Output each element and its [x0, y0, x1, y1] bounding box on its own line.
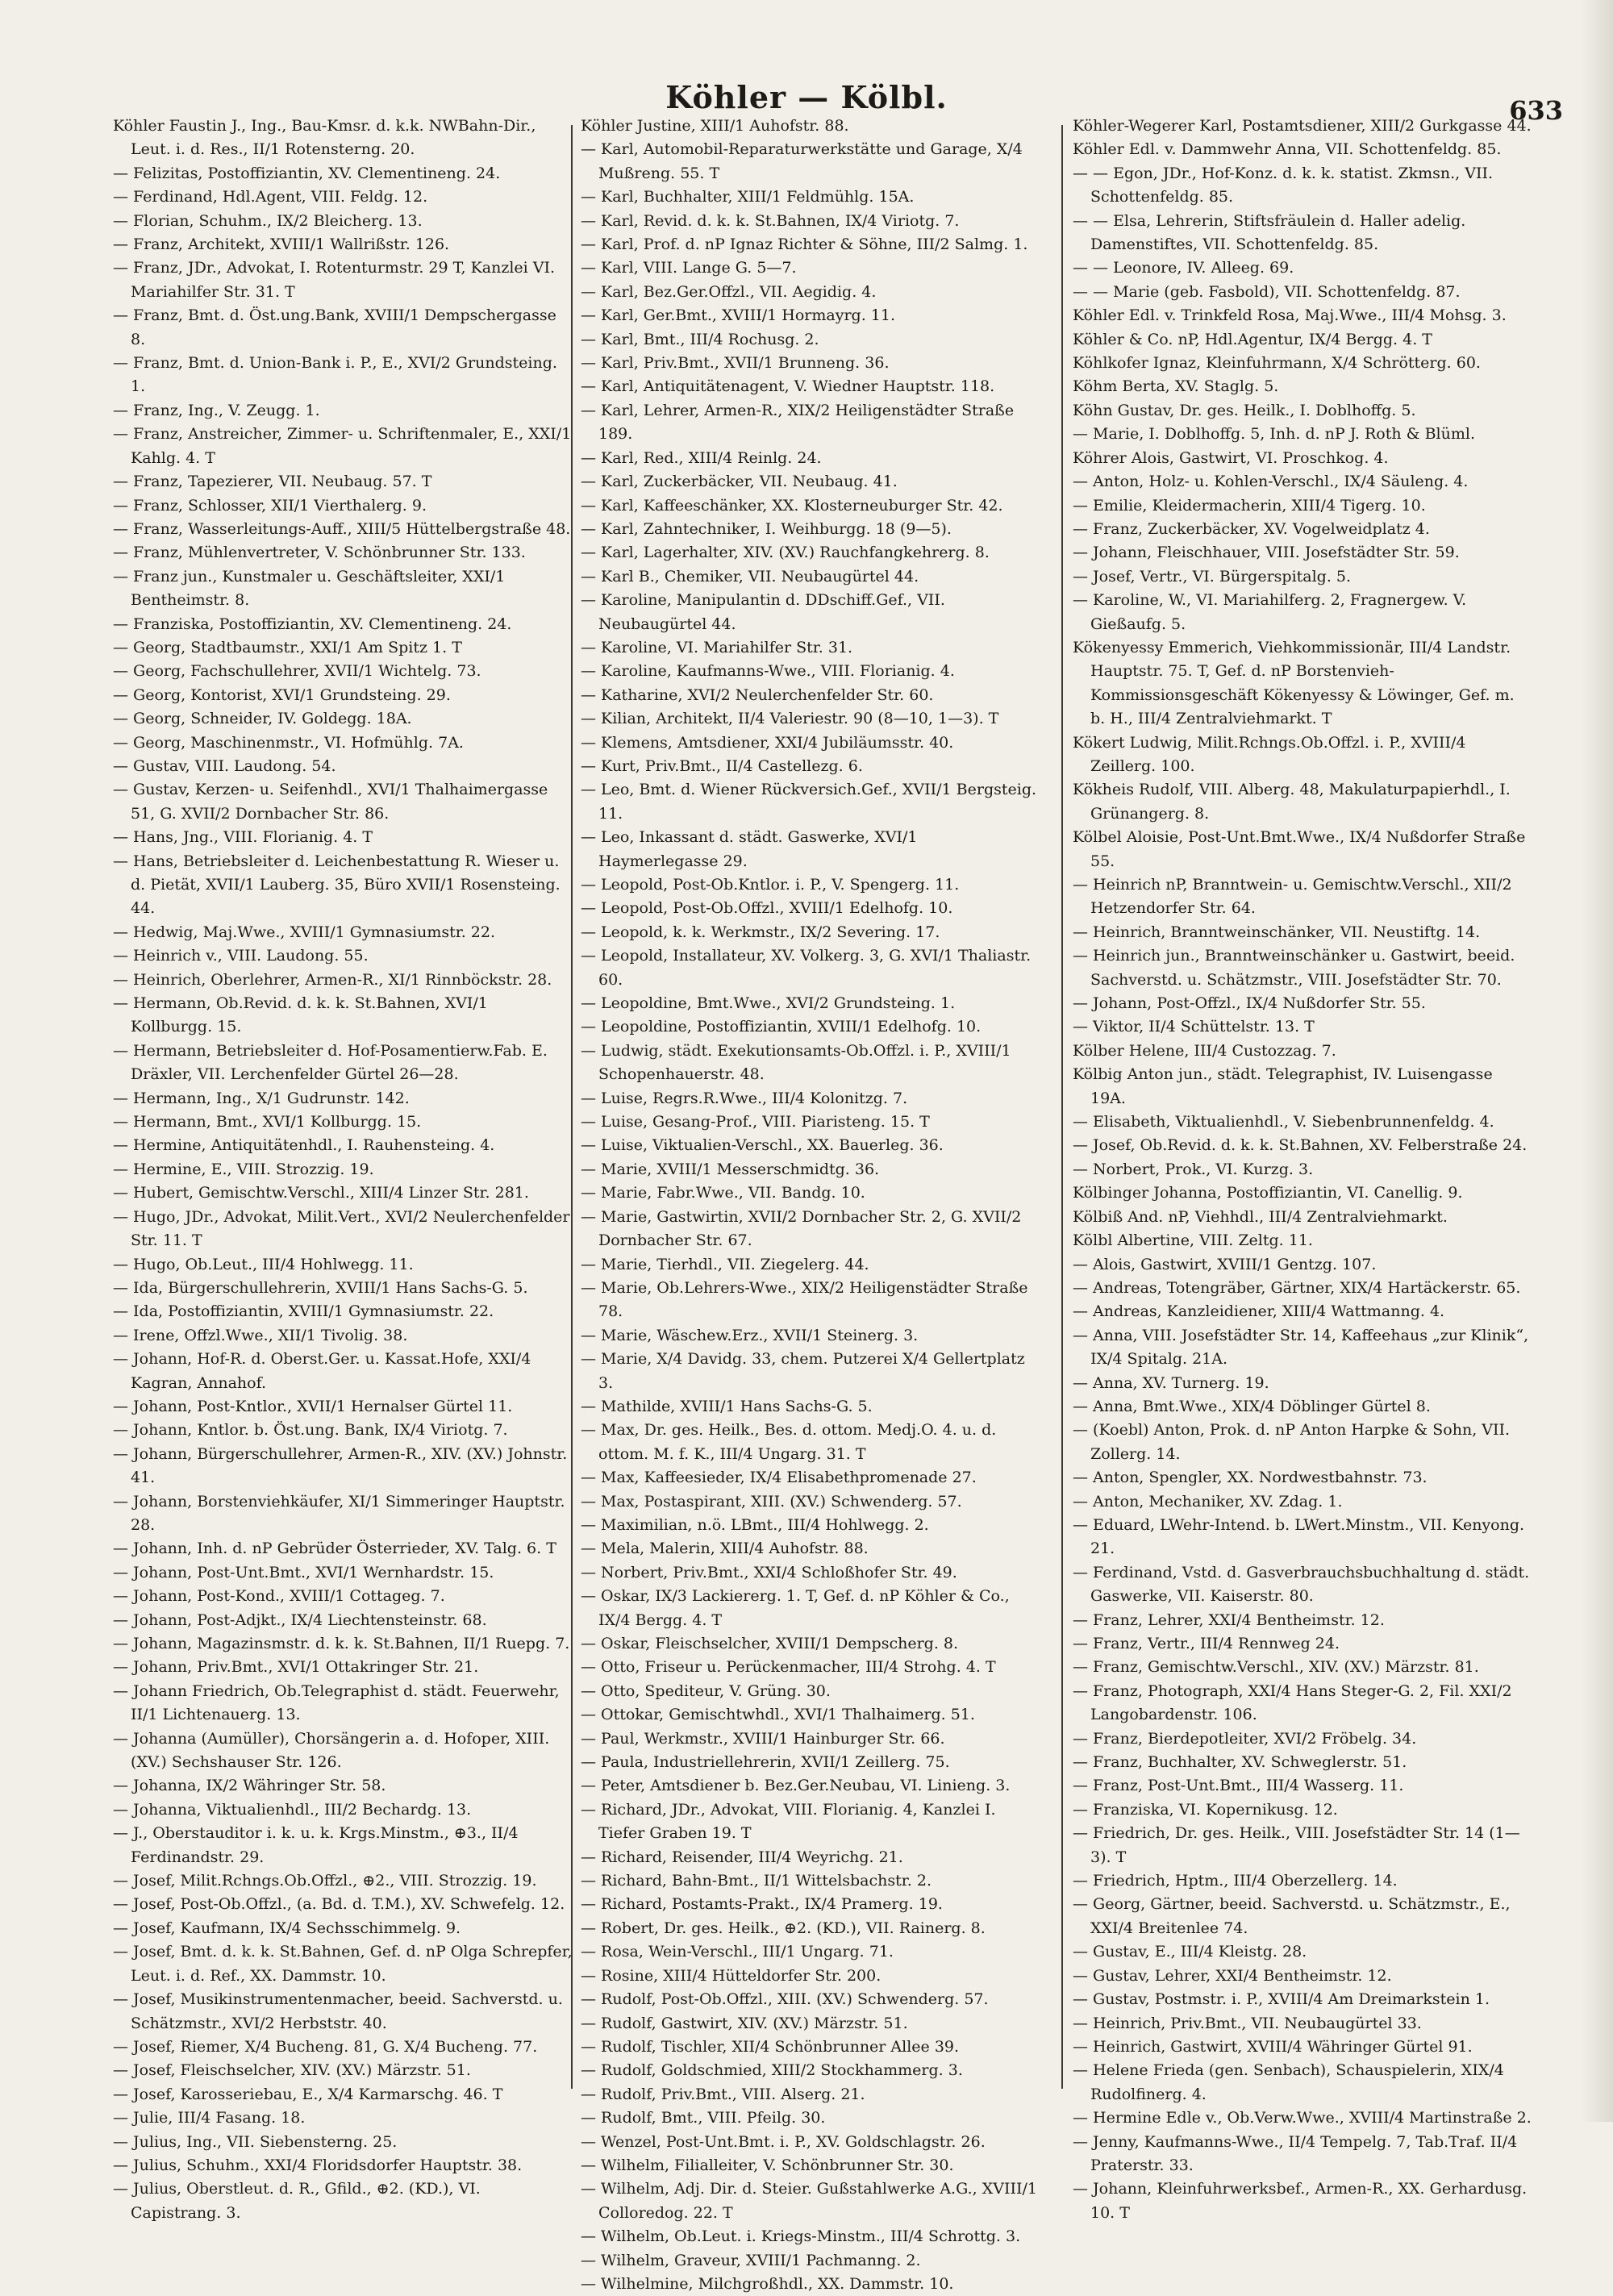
- directory-entry: — Johann, Hof-R. d. Oberst.Ger. u. Kassat.Hofe, XXI/4 Kagran, Annahof.: [113, 1350, 531, 1392]
- directory-entry: Köhler Justine, XIII/1 Auhofstr. 88.: [581, 117, 849, 135]
- directory-entry: — Richard, Reisender, III/4 Weyrichg. 21.: [581, 1848, 903, 1866]
- directory-entry: — Josef, Ob.Revid. d. k. k. St.Bahnen, XV. Felberstraße 24.: [1073, 1136, 1528, 1155]
- directory-entry: — Georg, Maschinenmstr., VI. Hofmühlg. 7A.: [113, 733, 464, 752]
- directory-entry: — Marie, Fabr.Wwe., VII. Bandg. 10.: [581, 1184, 865, 1202]
- directory-entry: — Leopold, Post-Ob.Offzl., XVIII/1 Edelhofg. 10.: [581, 899, 953, 918]
- directory-entry: — Georg, Stadtbaumstr., XXI/1 Am Spitz 1. T: [113, 638, 462, 656]
- directory-entry: — Julie, III/4 Fasang. 18.: [113, 2109, 306, 2127]
- directory-entry: — (Koebl) Anton, Prok. d. nP Anton Harpke & Sohn, VII. Zollerg. 14.: [1073, 1421, 1511, 1463]
- directory-entry: — Wilhelm, Adj. Dir. d. Steier. Gußstahlwerke A.G., XVIII/1 Colloredog. 22. T: [581, 2180, 1037, 2222]
- directory-entry: — Karl, Zahntechniker, I. Weihburgg. 18 (9—5).: [581, 519, 952, 538]
- directory-entry: — Otto, Friseur u. Perückenmacher, III/4 Strohg. 4. T: [581, 1658, 996, 1677]
- directory-entry: — Karl, Automobil-Reparaturwerkstätte und Garage, X/4 Mußreng. 55. T: [581, 140, 1023, 182]
- directory-entry: — Leopold, k. k. Werkmstr., IX/2 Severing. 17.: [581, 923, 940, 941]
- directory-entry: — Franz, Schlosser, XII/1 Vierthalerg. 9.: [113, 496, 427, 515]
- directory-entry: — Marie, Gastwirtin, XVII/2 Dornbacher Str. 2, G. XVII/2 Dornbacher Str. 67.: [581, 1207, 1022, 1250]
- directory-entry: Köhler Faustin J., Ing., Bau-Kmsr. d. k.k. NWBahn-Dir., Leut. i. d. Res., II/1 Rotensterng. 20.: [113, 117, 536, 159]
- directory-entry: — Franz, JDr., Advokat, I. Rotenturmstr. 29 T, Kanzlei VI. Mariahilfer Str. 31. T: [113, 259, 556, 301]
- directory-entry: — Oskar, Fleischselcher, XVIII/1 Dempscherg. 8.: [581, 1635, 959, 1652]
- directory-entry: — Marie, Ob.Lehrers-Wwe., XIX/2 Heiligenstädter Straße 78.: [581, 1278, 1028, 1321]
- directory-entry: — Johanna, Viktualienhdl., III/2 Bechardg. 13.: [113, 1800, 472, 1819]
- directory-entry: Kölbig Anton jun., städt. Telegraphist, IV. Luisengasse 19A.: [1073, 1065, 1493, 1107]
- directory-entry: — Anna, XV. Turnerg. 19.: [1073, 1373, 1269, 1392]
- directory-entry: Köhm Berta, XV. Staglg. 5.: [1073, 377, 1279, 396]
- directory-entry: — Felizitas, Postoffiziantin, XV. Clementineng. 24.: [113, 164, 501, 182]
- directory-entry: — Johann, Post-Offzl., IX/4 Nußdorfer Str. 55.: [1073, 994, 1426, 1013]
- directory-entry: — Johann Friedrich, Ob.Telegraphist d. städt. Feuerwehr, II/1 Lichtenauerg. 13.: [113, 1681, 560, 1724]
- directory-entry: — Mathilde, XVIII/1 Hans Sachs-G. 5.: [581, 1397, 873, 1415]
- directory-entry: — Hermann, Ob.Revid. d. k. k. St.Bahnen, XVI/1 Kollburgg. 15.: [113, 994, 488, 1036]
- directory-entry: — Rudolf, Bmt., VIII. Pfeilg. 30.: [581, 2109, 826, 2127]
- directory-entry: — Wilhelmine, Milchgroßhdl., XX. Dammstr. 10.: [581, 2274, 954, 2293]
- directory-entry: — Hans, Betriebsleiter d. Leichenbestattung R. Wieser u. d. Pietät, XVII/1 Lauberg. 35, Büro XVII/1 Rosensteing. 44.: [113, 852, 561, 918]
- directory-entry: — Julius, Oberstleut. d. R., Gfild., ⊕2. (KD.), VI. Capistrang. 3.: [113, 2180, 481, 2222]
- directory-entry: — Johann, Borstenviehkäufer, XI/1 Simmeringer Hauptstr. 28.: [113, 1492, 565, 1534]
- directory-entry: — Kurt, Priv.Bmt., II/4 Castellezg. 6.: [581, 756, 863, 775]
- directory-entry: — Heinrich v., VIII. Laudong. 55.: [113, 947, 369, 965]
- directory-entry: — Helene Frieda (gen. Senbach), Schauspielerin, XIX/4 Rudolfinerg. 4.: [1073, 2061, 1504, 2103]
- directory-entry: — Max, Dr. ges. Heilk., Bes. d. ottom. Medj.O. 4. u. d. ottom. M. f. K., III/4 Ungarg. 31. T: [581, 1421, 997, 1463]
- directory-entry: — Katharine, XVI/2 Neulerchenfelder Str. 60.: [581, 685, 934, 704]
- directory-entry: — Ida, Bürgerschullehrerin, XVIII/1 Hans Sachs-G. 5.: [113, 1278, 528, 1297]
- directory-entry: — Maximilian, n.ö. LBmt., III/4 Hohlwegg. 2.: [581, 1515, 929, 1534]
- directory-entry: — Karl, Buchhalter, XIII/1 Feldmühlg. 15A.: [581, 188, 915, 206]
- directory-entry: — Georg, Schneider, IV. Goldegg. 18A.: [113, 710, 412, 728]
- directory-entry: — Josef, Post-Ob.Offzl., (a. Bd. d. T.M.), XV. Schwefelg. 12.: [113, 1895, 565, 1914]
- directory-entry: — Klemens, Amtsdiener, XXI/4 Jubiläumsstr. 40.: [581, 733, 954, 752]
- directory-entry: — Karl, Zuckerbäcker, VII. Neubaug. 41.: [581, 473, 898, 491]
- directory-entry: — Karl, Lehrer, Armen-R., XIX/2 Heiligenstädter Straße 189.: [581, 401, 1015, 444]
- directory-entry: — Marie, X/4 Davidg. 33, chem. Putzerei X/4 Gellertplatz 3.: [581, 1350, 1025, 1392]
- directory-entry: — Franz, Wasserleitungs-Auff., XIII/5 Hüttelbergstraße 48.: [113, 519, 571, 538]
- directory-entry: — Josef, Karosseriebau, E., X/4 Karmarschg. 46. T: [113, 2085, 503, 2103]
- directory-entry: — Wilhelm, Ob.Leut. i. Kriegs-Minstm., III/4 Schrottg. 3.: [581, 2227, 1021, 2246]
- directory-entry: — Luise, Regrs.R.Wwe., III/4 Kolonitzg. 7.: [581, 1089, 908, 1107]
- column-3: [1073, 115, 1532, 2222]
- directory-entry: — Johann, Priv.Bmt., XVI/1 Ottakringer Str. 21.: [113, 1658, 479, 1677]
- directory-entry: — Karl, Bez.Ger.Offzl., VII. Aegidig. 4.: [581, 282, 877, 301]
- directory-entry: — Franz, Vertr., III/4 Rennweg 24.: [1073, 1635, 1340, 1652]
- directory-entry: — Rudolf, Gastwirt, XIV. (XV.) Märzstr. 51.: [581, 2014, 908, 2032]
- directory-entry: — Karl B., Chemiker, VII. Neubaugürtel 44.: [581, 567, 919, 585]
- directory-entry: — Karl, Red., XIII/4 Reinlg. 24.: [581, 448, 822, 467]
- directory-entry: Köhler & Co. nP, Hdl.Agentur, IX/4 Bergg. 4. T: [1073, 330, 1432, 348]
- directory-entry: — Leopold, Installateur, XV. Volkerg. 3, G. XVI/1 Thaliastr. 60.: [581, 947, 1032, 989]
- directory-entry: — Otto, Spediteur, V. Grüng. 30.: [581, 1681, 831, 1700]
- directory-entry: — Franz, Ing., V. Zeugg. 1.: [113, 401, 320, 419]
- directory-entry: — Josef, Fleischselcher, XIV. (XV.) Märzstr. 51.: [113, 2061, 471, 2080]
- directory-entry: — Heinrich, Oberlehrer, Armen-R., XI/1 Rinnböckstr. 28.: [113, 970, 552, 989]
- directory-entry: — — Leonore, IV. Alleeg. 69.: [1073, 259, 1294, 277]
- directory-entry: — Gustav, Lehrer, XXI/4 Bentheimstr. 12.: [1073, 1966, 1392, 1985]
- directory-entry: — Franz, Anstreicher, Zimmer- u. Schriftenmaler, E., XXI/1 Kahlg. 4. T: [113, 425, 572, 467]
- directory-entry: — Karl, Prof. d. nP Ignaz Richter & Söhne, III/2 Salmg. 1.: [581, 235, 1028, 254]
- directory-entry: — Johann, Post-Adjkt., IX/4 Liechtensteinstr. 68.: [113, 1611, 487, 1629]
- directory-entry: — Franz, Mühlenvertreter, V. Schönbrunner Str. 133.: [113, 544, 526, 562]
- directory-entry: — Josef, Bmt. d. k. k. St.Bahnen, Gef. d. nP Olga Schrepfer, Leut. i. d. Ref., XX. Dammstr. 10.: [113, 1943, 573, 1985]
- directory-entry: — Gustav, E., III/4 Kleistg. 28.: [1073, 1943, 1307, 1961]
- directory-entry: — Rosa, Wein-Verschl., III/1 Ungarg. 71.: [581, 1943, 894, 1961]
- directory-entry: Köhler-Wegerer Karl, Postamtsdiener, XIII/2 Gurkgasse 44.: [1073, 117, 1532, 135]
- directory-entry: — Johann, Post-Unt.Bmt., XVI/1 Wernhardstr. 15.: [113, 1563, 494, 1581]
- directory-entry: — Johann, Bürgerschullehrer, Armen-R., XIV. (XV.) Johnstr. 41.: [113, 1444, 568, 1487]
- directory-entry: — Irene, Offzl.Wwe., XII/1 Tivolig. 38.: [113, 1326, 408, 1344]
- directory-entry: — Franz, Bierdepotleiter, XVI/2 Fröbelg. 34.: [1073, 1729, 1417, 1748]
- directory-entry: — Leopold, Post-Ob.Kntlor. i. P., V. Spengerg. 11.: [581, 876, 960, 894]
- directory-entry: — Karl, Lagerhalter, XIV. (XV.) Rauchfangkehrerg. 8.: [581, 544, 990, 562]
- directory-entry: — Peter, Amtsdiener b. Bez.Ger.Neubau, VI. Linieng. 3.: [581, 1777, 1011, 1795]
- directory-entry: — Ludwig, städt. Exekutionsamts-Ob.Offzl. i. P., XVIII/1 Schopenhauerstr. 48.: [581, 1041, 1011, 1084]
- directory-entry: — Kilian, Architekt, II/4 Valeriestr. 90 (8—10, 1—3). T: [581, 710, 999, 728]
- directory-entry: — Rudolf, Post-Ob.Offzl., XIII. (XV.) Schwenderg. 57.: [581, 1990, 989, 2009]
- directory-entry: — Karl, Kaffeeschänker, XX. Klosterneuburger Str. 42.: [581, 496, 1003, 515]
- directory-entry: — Marie, I. Doblhoffg. 5, Inh. d. nP J. Roth & Blüml.: [1073, 425, 1475, 444]
- directory-entry: — Franz, Buchhalter, XV. Schweglerstr. 51.: [1073, 1753, 1407, 1772]
- directory-entry: — Heinrich jun., Branntweinschänker u. Gastwirt, beeid. Sachverstd. u. Schätzmstr., VIII. Josefstädter Str. 70.: [1073, 947, 1515, 989]
- directory-entry: — Karl, VIII. Lange G. 5—7.: [581, 259, 797, 277]
- scan-edge: [1581, 0, 1613, 2122]
- directory-entry: — Rudolf, Priv.Bmt., VIII. Alserg. 21.: [581, 2085, 865, 2103]
- directory-entry: — Marie, XVIII/1 Messerschmidtg. 36.: [581, 1160, 880, 1178]
- directory-entry: — Franz, Bmt. d. Union-Bank i. P., E., XVI/2 Grundsteing. 1.: [113, 354, 557, 396]
- directory-entry: — Karoline, W., VI. Mariahilferg. 2, Fragnergew. V. Gießaufg. 5.: [1073, 591, 1467, 633]
- directory-entry: — — Elsa, Lehrerin, Stiftsfräulein d. Haller adelig. Damenstiftes, VII. Schottenfeldg. 85.: [1073, 211, 1466, 254]
- directory-entry: — Josef, Musikinstrumentenmacher, beeid. Sachverstd. u. Schätzmstr., XVI/2 Herbststr. 40.: [113, 1990, 563, 2032]
- directory-entry: — Josef, Kaufmann, IX/4 Sechsschimmelg. 9.: [113, 1919, 461, 1937]
- directory-entry: — Heinrich nP, Branntwein- u. Gemischtw.Verschl., XII/2 Hetzendorfer Str. 64.: [1073, 876, 1512, 918]
- directory-entry: — Hubert, Gemischtw.Verschl., XIII/4 Linzer Str. 281.: [113, 1184, 529, 1202]
- directory-entry: — Julius, Schuhm., XXI/4 Floridsdorfer Hauptstr. 38.: [113, 2156, 523, 2174]
- directory-entry: — Leopoldine, Bmt.Wwe., XVI/2 Grundsteing. 1.: [581, 994, 956, 1013]
- directory-entry: — Norbert, Prok., VI. Kurzg. 3.: [1073, 1160, 1314, 1178]
- directory-entry: — Georg, Gärtner, beeid. Sachverstd. u. Schätzmstr., E., XXI/4 Breitenlee 74.: [1073, 1895, 1511, 1937]
- directory-entry: — Robert, Dr. ges. Heilk., ⊕2. (KD.), VII. Rainerg. 8.: [581, 1919, 986, 1937]
- directory-entry: Kölbinger Johanna, Postoffiziantin, VI. Canellig. 9.: [1073, 1184, 1463, 1202]
- directory-entry: — Alois, Gastwirt, XVIII/1 Gentzg. 107.: [1073, 1255, 1377, 1273]
- directory-entry: — Rudolf, Tischler, XII/4 Schönbrunner Allee 39.: [581, 2037, 960, 2056]
- directory-entry: — Johann, Fleischhauer, VIII. Josefstädter Str. 59.: [1073, 544, 1460, 562]
- column-divider: [1061, 125, 1063, 2089]
- directory-entry: Kökheis Rudolf, VIII. Alberg. 48, Makulaturpapierhdl., I. Grünangerg. 8.: [1073, 781, 1511, 823]
- directory-entry: — Johann, Magazinsmstr. d. k. k. St.Bahnen, II/1 Ruepg. 7.: [113, 1635, 570, 1652]
- directory-entry: Kökert Ludwig, Milit.Rchngs.Ob.Offzl. i. P., XVIII/4 Zeillerg. 100.: [1073, 733, 1466, 775]
- page-number: 633: [1509, 95, 1563, 126]
- directory-entry: — Franziska, Postoffiziantin, XV. Clementineng. 24.: [113, 615, 512, 633]
- directory-entry: — Viktor, II/4 Schüttelstr. 13. T: [1073, 1018, 1315, 1036]
- directory-entry: Kölber Helene, III/4 Custozzag. 7.: [1073, 1041, 1336, 1060]
- directory-entry: — Hugo, Ob.Leut., III/4 Hohlwegg. 11.: [113, 1255, 414, 1273]
- directory-entry: — Johanna, IX/2 Währinger Str. 58.: [113, 1777, 386, 1795]
- directory-entry: — Karl, Bmt., III/4 Rochusg. 2.: [581, 330, 819, 348]
- directory-entry: — Karl, Ger.Bmt., XVIII/1 Hormayrg. 11.: [581, 306, 895, 325]
- directory-entry: — Leo, Bmt. d. Wiener Rückversich.Gef., XVII/1 Bergsteig. 11.: [581, 781, 1037, 823]
- directory-entry: — Hermine, E., VIII. Strozzig. 19.: [113, 1160, 374, 1178]
- directory-entry: — Hermann, Bmt., XVI/1 Kollburgg. 15.: [113, 1113, 422, 1131]
- directory-entry: — Luise, Viktualien-Verschl., XX. Bauerleg. 36.: [581, 1136, 944, 1155]
- directory-entry: — Karoline, Kaufmanns-Wwe., VIII. Florianig. 4.: [581, 662, 955, 681]
- directory-entry: — Anna, Bmt.Wwe., XIX/4 Döblinger Gürtel 8.: [1073, 1397, 1431, 1415]
- directory-entry: — Karoline, VI. Mariahilfer Str. 31.: [581, 638, 853, 656]
- directory-entry: — Richard, Postamts-Prakt., IX/4 Pramerg. 19.: [581, 1895, 943, 1914]
- directory-entry: — Emilie, Kleidermacherin, XIII/4 Tigerg. 10.: [1073, 496, 1426, 515]
- directory-entry: — Friedrich, Hptm., III/4 Oberzellerg. 14.: [1073, 1872, 1398, 1890]
- directory-entry: — Josef, Milit.Rchngs.Ob.Offzl., ⊕2., VIII. Strozzig. 19.: [113, 1872, 537, 1890]
- directory-entry: — Ferdinand, Vstd. d. Gasverbrauchsbuchhaltung d. städt. Gaswerke, VII. Kaiserstr. 80.: [1073, 1563, 1530, 1606]
- directory-entry: — Gustav, Kerzen- u. Seifenhdl., XVI/1 Thalhaimergasse 51, G. XVII/2 Dornbacher Str. 86.: [113, 781, 548, 823]
- directory-entry: — Franz, Architekt, XVIII/1 Wallrißstr. 126.: [113, 235, 450, 254]
- directory-entry: — Andreas, Kanzleidiener, XIII/4 Wattmanng. 4.: [1073, 1302, 1445, 1321]
- directory-entry: — Heinrich, Gastwirt, XVIII/4 Währinger Gürtel 91.: [1073, 2037, 1473, 2056]
- directory-entry: — Karoline, Manipulantin d. DDschiff.Gef., VII. Neubaugürtel 44.: [581, 591, 945, 633]
- directory-entry: — Georg, Fachschullehrer, XVII/1 Wichtelg. 73.: [113, 662, 481, 681]
- directory-entry: — Gustav, Postmstr. i. P., XVIII/4 Am Dreimarkstein 1.: [1073, 1990, 1490, 2009]
- directory-entry: — Franz, Tapezierer, VII. Neubaug. 57. T: [113, 473, 432, 491]
- directory-entry: — Mela, Malerin, XIII/4 Auhofstr. 88.: [581, 1540, 869, 1558]
- directory-entry: Köhler Edl. v. Trinkfeld Rosa, Maj.Wwe., III/4 Mohsg. 3.: [1073, 306, 1507, 325]
- directory-entry: — Luise, Gesang-Prof., VIII. Piaristeng. 15. T: [581, 1113, 930, 1131]
- directory-entry: Köhn Gustav, Dr. ges. Heilk., I. Doblhoffg. 5.: [1073, 401, 1416, 419]
- directory-entry: — Max, Postaspirant, XIII. (XV.) Schwenderg. 57.: [581, 1492, 962, 1511]
- directory-entry: — Julius, Ing., VII. Siebensterng. 25.: [113, 2132, 398, 2151]
- directory-entry: — Max, Kaffeesieder, IX/4 Elisabethpromenade 27.: [581, 1469, 977, 1487]
- directory-entry: — — Marie (geb. Fasbold), VII. Schottenfeldg. 87.: [1073, 282, 1461, 301]
- directory-entry: — Anton, Mechaniker, XV. Zdag. 1.: [1073, 1492, 1343, 1511]
- directory-entry: — Karl, Antiquitätenagent, V. Wiedner Hauptstr. 118.: [581, 377, 995, 396]
- directory-entry: — Heinrich, Priv.Bmt., VII. Neubaugürtel 33.: [1073, 2014, 1422, 2032]
- directory-entry: — Franz, Lehrer, XXI/4 Bentheimstr. 12.: [1073, 1611, 1385, 1629]
- directory-entry: — Hermann, Ing., X/1 Gudrunstr. 142.: [113, 1089, 410, 1107]
- directory-entry: Kölbel Aloisie, Post-Unt.Bmt.Wwe., IX/4 Nußdorfer Straße 55.: [1073, 828, 1526, 870]
- directory-entry: — Oskar, IX/3 Lackiererg. 1. T, Gef. d. nP Köhler & Co., IX/4 Bergg. 4. T: [581, 1587, 1010, 1629]
- directory-entry: — Johann, Kleinfuhrwerksbef., Armen-R., XX. Gerhardusg. 10. T: [1073, 2180, 1528, 2222]
- directory-entry: — J., Oberstauditor i. k. u. k. Krgs.Minstm., ⊕3., II/4 Ferdinandstr. 29.: [113, 1824, 519, 1866]
- directory-entry: — Richard, Bahn-Bmt., II/1 Wittelsbachstr. 2.: [581, 1872, 932, 1890]
- directory-entry: — Ida, Postoffiziantin, XVIII/1 Gymnasiumstr. 22.: [113, 1302, 494, 1321]
- directory-entry: — Johann, Post-Kntlor., XVII/1 Hernalser Gürtel 11.: [113, 1397, 513, 1415]
- directory-entry: — Richard, JDr., Advokat, VIII. Florianig. 4, Kanzlei I. Tiefer Graben 19. T: [581, 1800, 996, 1843]
- directory-entry: — Franz, Bmt. d. Öst.ung.Bank, XVIII/1 Dempschergasse 8.: [113, 306, 556, 348]
- directory-entry: — Ferdinand, Hdl.Agent, VIII. Feldg. 12.: [113, 188, 428, 206]
- directory-entry: — Hedwig, Maj.Wwe., XVIII/1 Gymnasiumstr. 22.: [113, 923, 496, 941]
- directory-entry: — Hugo, JDr., Advokat, Milit.Vert., XVI/2 Neulerchenfelder Str. 11. T: [113, 1207, 570, 1250]
- directory-entry: Kökenyessy Emmerich, Viehkommissionär, III/4 Landstr. Hauptstr. 75. T, Gef. d. nP Borstenvieh-Kommissionsgeschäft Kökenyessy & Löwinger, Gef. m. b. H., III/4 Zentralviehmarkt. T: [1073, 638, 1515, 728]
- directory-entry: — Georg, Kontorist, XVI/1 Grundsteing. 29.: [113, 685, 451, 704]
- directory-entry: Kölbl Albertine, VIII. Zeltg. 11.: [1073, 1231, 1313, 1250]
- directory-entry: — Anton, Spengler, XX. Nordwestbahnstr. 73.: [1073, 1469, 1428, 1487]
- directory-entry: — Wenzel, Post-Unt.Bmt. i. P., XV. Goldschlagstr. 26.: [581, 2132, 986, 2151]
- directory-entry: — Jenny, Kaufmanns-Wwe., II/4 Tempelg. 7, Tab.Traf. II/4 Praterstr. 33.: [1073, 2132, 1518, 2174]
- directory-entry: — Franz jun., Kunstmaler u. Geschäftsleiter, XXI/1 Bentheimstr. 8.: [113, 567, 506, 610]
- directory-entry: — Leopoldine, Postoffiziantin, XVIII/1 Edelhofg. 10.: [581, 1018, 982, 1036]
- directory-entry: — Wilhelm, Graveur, XVIII/1 Pachmanng. 2.: [581, 2251, 921, 2269]
- directory-entry: — Franz, Zuckerbäcker, XV. Vogelweidplatz 4.: [1073, 519, 1430, 538]
- directory-entry: — Marie, Wäschew.Erz., XVII/1 Steinerg. 3.: [581, 1326, 919, 1344]
- directory-entry: — Karl, Priv.Bmt., XVII/1 Brunneng. 36.: [581, 354, 890, 373]
- directory-entry: — Leo, Inkassant d. städt. Gaswerke, XVI/1 Haymerlegasse 29.: [581, 828, 918, 870]
- directory-entry: — Gustav, VIII. Laudong. 54.: [113, 756, 336, 775]
- directory-entry: — Paula, Industriellehrerin, XVII/1 Zeillerg. 75.: [581, 1753, 950, 1772]
- directory-entry: — Wilhelm, Filialleiter, V. Schönbrunner Str. 30.: [581, 2156, 954, 2174]
- directory-entry: — Hermine Edle v., Ob.Verw.Wwe., XVIII/4 Martinstraße 2.: [1073, 2109, 1532, 2127]
- directory-entry: — Andreas, Totengräber, Gärtner, XIX/4 Hartäckerstr. 65.: [1073, 1278, 1521, 1297]
- directory-entry: — Elisabeth, Viktualienhdl., V. Siebenbrunnenfeldg. 4.: [1073, 1113, 1494, 1131]
- directory-entry: — Franz, Post-Unt.Bmt., III/4 Wasserg. 11.: [1073, 1777, 1404, 1795]
- directory-entry: — Johanna (Aumüller), Chorsängerin a. d. Hofoper, XIII. (XV.) Sechshauser Str. 126.: [113, 1729, 550, 1772]
- directory-entry: — Hans, Jng., VIII. Florianig. 4. T: [113, 828, 373, 847]
- directory-entry: — Franziska, VI. Kopernikusg. 12.: [1073, 1800, 1338, 1819]
- column-2: [581, 115, 1040, 2293]
- directory-entry: — Hermann, Betriebsleiter d. Hof-Posamentierw.Fab. E. Dräxler, VII. Lerchenfelder Gürtel 26—28.: [113, 1041, 548, 1084]
- directory-entry: — Eduard, LWehr-Intend. b. LWert.Minstm., VII. Kenyong. 21.: [1073, 1515, 1525, 1558]
- directory-entry: — Johann, Post-Kond., XVIII/1 Cottageg. 7.: [113, 1587, 445, 1606]
- directory-entry: Kölbiß And. nP, Viehhdl., III/4 Zentralviehmarkt.: [1073, 1207, 1448, 1226]
- directory-entry: — Ottokar, Gemischtwhdl., XVI/1 Thalhaimerg. 51.: [581, 1706, 975, 1724]
- directory-entry: — Florian, Schuhm., IX/2 Bleicherg. 13.: [113, 211, 423, 230]
- directory-entry: — Johann, Kntlor. b. Öst.ung. Bank, IX/4 Viriotg. 7.: [113, 1421, 508, 1440]
- directory-entry: — Rudolf, Goldschmied, XIII/2 Stockhammerg. 3.: [581, 2061, 963, 2080]
- directory-entry: — Franz, Gemischtw.Verschl., XIV. (XV.) Märzstr. 81.: [1073, 1658, 1479, 1677]
- directory-entry: Köhler Edl. v. Dammwehr Anna, VII. Schottenfeldg. 85.: [1073, 140, 1502, 159]
- directory-entry: Köhrer Alois, Gastwirt, VI. Proschkog. 4.: [1073, 448, 1389, 467]
- directory-entry: — Johann, Inh. d. nP Gebrüder Österrieder, XV. Talg. 6. T: [113, 1540, 556, 1558]
- directory-entry: — — Egon, JDr., Hof-Konz. d. k. k. statist. Zkmsn., VII. Schottenfeldg. 85.: [1073, 164, 1493, 206]
- page-title: Köhler — Kölbl.: [665, 79, 948, 115]
- directory-entry: Köhlkofer Ignaz, Kleinfuhrmann, X/4 Schrötterg. 60.: [1073, 354, 1481, 373]
- directory-entry: — Josef, Vertr., VI. Bürgerspitalg. 5.: [1073, 567, 1352, 585]
- directory-entry: — Heinrich, Branntweinschänker, VII. Neustiftg. 14.: [1073, 923, 1481, 941]
- directory-entry: — Friedrich, Dr. ges. Heilk., VIII. Josefstädter Str. 14 (1—3). T: [1073, 1824, 1520, 1866]
- directory-entry: — Norbert, Priv.Bmt., XXI/4 Schloßhofer Str. 49.: [581, 1563, 957, 1581]
- directory-entry: — Paul, Werkmstr., XVIII/1 Hainburger Str. 66.: [581, 1729, 945, 1748]
- directory-entry: — Franz, Photograph, XXI/4 Hans Steger-G. 2, Fil. XXI/2 Langobardenstr. 106.: [1073, 1681, 1512, 1724]
- directory-entry: — Anna, VIII. Josefstädter Str. 14, Kaffeehaus „zur Klinik“, IX/4 Spitalg. 21A.: [1073, 1326, 1529, 1369]
- directory-entry: — Marie, Tierhdl., VII. Ziegelerg. 44.: [581, 1255, 869, 1273]
- directory-entry: — Anton, Holz- u. Kohlen-Verschl., IX/4 Säuleng. 4.: [1073, 473, 1469, 491]
- directory-entry: — Karl, Revid. d. k. k. St.Bahnen, IX/4 Viriotg. 7.: [581, 211, 960, 230]
- directory-entry: — Rosine, XIII/4 Hütteldorfer Str. 200.: [581, 1966, 882, 1985]
- directory-entry: — Josef, Riemer, X/4 Bucheng. 81, G. X/4 Bucheng. 77.: [113, 2037, 538, 2056]
- column-1: [113, 115, 573, 2222]
- directory-entry: — Hermine, Antiquitätenhdl., I. Rauhensteing. 4.: [113, 1136, 495, 1155]
